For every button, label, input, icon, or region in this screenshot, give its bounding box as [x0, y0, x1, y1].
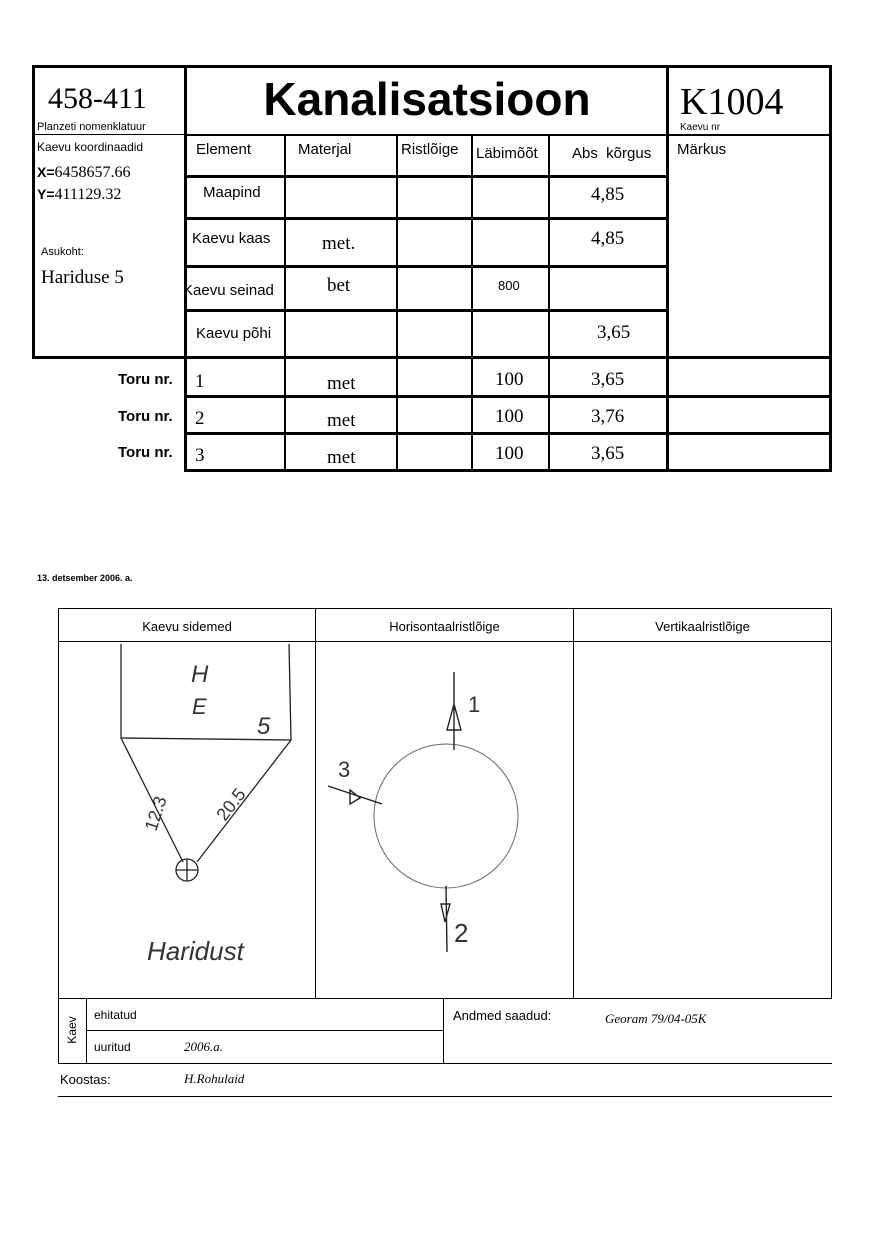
coord-y: [37, 186, 121, 204]
sketch-title-vertical: Vertikaalristlõige: [655, 619, 750, 634]
data-source-label: Andmed saadud:: [453, 1008, 552, 1023]
row-height-kaevu-pohi: 3,65: [597, 322, 631, 343]
pipe-2-arrow: [441, 886, 450, 952]
coord-x-label: X=: [37, 164, 55, 180]
page-title: Kanalisatsioon: [263, 73, 591, 125]
location-value: Hariduse 5: [41, 267, 124, 288]
data-source-value: Georam 79/04-05K: [605, 1011, 707, 1026]
pipe-3-height: 3,65: [591, 443, 625, 464]
compiled-label: Koostas:: [60, 1072, 111, 1087]
document-date: 13. detsember 2006. a.: [37, 573, 133, 583]
pipe-3-material: met: [327, 447, 356, 468]
sketch-title-horizontal: Horisontaalristlõige: [389, 619, 500, 634]
location-label: Asukoht:: [41, 246, 84, 258]
sketch-title-connections: Kaevu sidemed: [142, 619, 232, 634]
col-header-remarks: Märkus: [677, 141, 727, 158]
pipe-1-diameter: 100: [495, 369, 524, 390]
hand-letter-5: 5: [257, 713, 271, 740]
distance-right: 20.5: [212, 784, 250, 825]
hand-letter-e: E: [192, 694, 207, 719]
well-number-label: Kaevu nr: [680, 122, 721, 133]
coords-label: Kaevu koordinaadid: [37, 140, 144, 154]
nomenclature-value: 458-411: [48, 82, 147, 115]
row-height-maapind: 4,85: [591, 184, 625, 205]
well-circle: [374, 744, 518, 888]
pipe-3-arrow: [328, 786, 382, 804]
pipe-3-number: 3: [195, 445, 205, 466]
row-material-kaevu-seinad: bet: [327, 275, 351, 296]
pipe-3-label: Toru nr.: [118, 444, 173, 461]
pipe-1-label: Toru nr.: [118, 371, 173, 388]
horizontal-section-sketch: [316, 642, 573, 998]
nomenclature-label: Planzeti nomenklatuur: [37, 121, 146, 133]
col-header-diameter: Läbimõõt: [476, 145, 538, 162]
kaev-vertical-label: Kaev: [65, 1016, 79, 1044]
distance-left: 12.3: [140, 793, 171, 834]
built-label: ehitatud: [94, 1008, 137, 1022]
pipe-2-hand-label: 2: [454, 918, 469, 948]
row-element-kaevu-seinad: Kaevu seinad: [183, 282, 274, 299]
row-element-kaevu-pohi: Kaevu põhi: [196, 325, 272, 342]
pipe-2-diameter: 100: [495, 406, 524, 427]
street-handwriting: Haridust: [147, 936, 244, 966]
pipe-3-diameter: 100: [495, 443, 524, 464]
hand-letter-h: H: [191, 661, 209, 688]
pipe-2-material: met: [327, 410, 356, 431]
well-number-value: K1004: [680, 81, 784, 123]
pipe-3-hand-label: 3: [338, 757, 351, 782]
row-diameter-kaevu-seinad: 800: [498, 278, 520, 293]
coord-y-value: 411129.32: [54, 186, 122, 203]
compiled-value: H.Rohulaid: [184, 1071, 245, 1086]
connection-sketch: [59, 642, 315, 998]
renewed-label: uuritud: [94, 1040, 131, 1054]
pipe-1-number: 1: [195, 371, 205, 392]
pipe-2-height: 3,76: [591, 406, 625, 427]
pipe-2-number: 2: [195, 408, 205, 429]
col-header-cross-section: Ristlõige: [401, 141, 459, 158]
row-element-maapind: Maapind: [203, 184, 261, 201]
renewed-value: 2006.a.: [184, 1039, 223, 1054]
col-header-abs-height: Abs kõrgus: [572, 145, 652, 162]
pipe-1-height: 3,65: [591, 369, 625, 390]
pipe-1-material: met: [327, 373, 356, 394]
row-element-kaevu-kaas: Kaevu kaas: [192, 230, 271, 247]
coord-x: [37, 164, 131, 182]
col-header-material: Materjal: [298, 141, 352, 158]
row-material-kaevu-kaas: met.: [322, 233, 356, 254]
pipe-2-label: Toru nr.: [118, 408, 173, 425]
pipe-1-hand-label: 1: [468, 692, 481, 717]
col-header-element: Element: [196, 141, 252, 158]
coord-y-label: Y=: [37, 186, 55, 202]
pipe-1-arrow: [447, 672, 461, 750]
coord-x-value: 6458657.66: [54, 164, 131, 181]
row-height-kaevu-kaas: 4,85: [591, 228, 625, 249]
